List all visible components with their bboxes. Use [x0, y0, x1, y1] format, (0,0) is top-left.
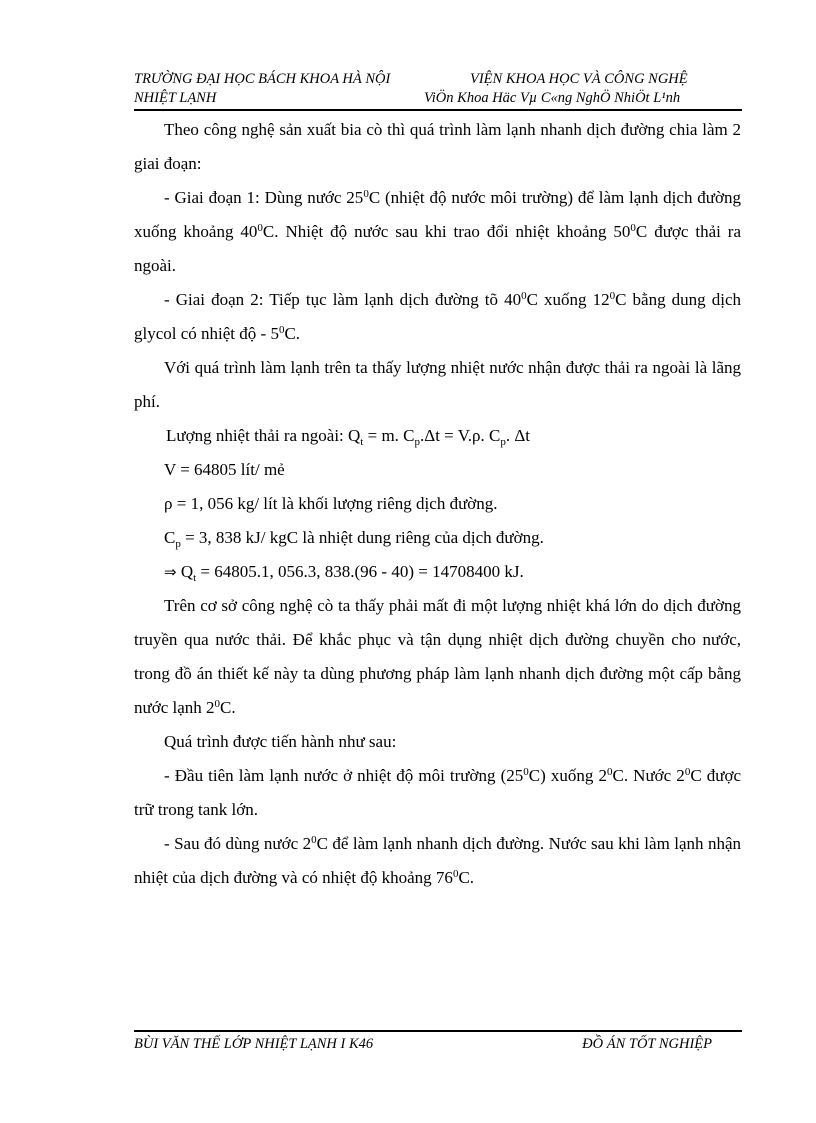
- header-department: NHIỆT LẠNH: [134, 90, 217, 106]
- paragraph-process-step-1: - Đầu tiên làm lạnh nước ở nhiệt độ môi trường $(25^0C)$ xuống $2^0C$. Nước $2^0C$ được trữ trong tank lớn.: [134, 766, 742, 819]
- footer-divider: [134, 1030, 742, 1032]
- formula-specific-heat: $C_p = 3$, 838 kJ/ kgC là nhiệt dung riêng của dịch đường.: [164, 528, 544, 550]
- page-footer: [134, 1035, 742, 1057]
- footer-author: BÙI VĂN THẾ LỚP NHIỆT LẠNH I K46: [134, 1036, 374, 1052]
- paragraph-intro: Theo công nghệ sản xuất bia cò thì quá trình làm lạnh nhanh dịch đường chia làm 2 giai đoạn:: [134, 120, 741, 173]
- paragraph-solution: Trên cơ sở công nghệ cò ta thấy phải mất đi một lượng nhiệt khá lớn do dịch đường truyền qua nước thải. Để khắc phục và tận dụng nhiệt dịch đường chuyền cho nước, trong đồ án thiết kế này ta dùng phương pháp làm lạnh nhanh dịch đường một cấp bằng nước lạnh $2^0C$.: [134, 596, 741, 717]
- paragraph-process-intro: Quá trình được tiến hành như sau:: [164, 732, 397, 751]
- page-header: [134, 70, 742, 110]
- formula-volume: V = 64805 lít/ mẻ: [164, 460, 285, 479]
- header-divider: [134, 109, 742, 111]
- implies-arrow-icon: ⇒: [164, 563, 177, 581]
- formula-density: ρ = 1, 056 kg/ lít là khối lượng riêng dịch đường.: [164, 494, 498, 513]
- paragraph-process-step-2: - Sau đó dùng nước $2^0C$ để làm lạnh nhanh dịch đường. Nước sau khi làm lạnh nhận nhiệt của dịch đường và có nhiệt độ khoảng $76^0C$.: [134, 834, 741, 887]
- paragraph-stage-1: - Giai đoạn 1: Dùng nước $25^0C$ (nhiệt độ nước môi trường) để làm lạnh dịch đường xuống khoảng $40^0C$. Nhiệt độ nước sau khi trao đổi nhiệt khoảng $50^0C$ được thải ra ngoài.: [134, 188, 742, 275]
- formula-heat: Lượng nhiệt thải ra ngoài: $Q_t = m$. $C_p.\Delta t = V.\rho$. $C_p$. Δt: [166, 426, 531, 448]
- formula-result: ⇒ $Q_t = 64805.1$, 056.3, 838.(96 - 40) = 14708400 kJ.: [164, 562, 524, 584]
- paragraph-waste: Với quá trình làm lạnh trên ta thấy lượng nhiệt nước nhận được thải ra ngoài là lãng phí.: [134, 358, 741, 411]
- paragraph-stage-2: - Giai đoạn 2: Tiếp tục làm lạnh dịch đường tõ $40^0C$ xuống $12^0C$ bằng dung dịch glycol có nhiệt độ - $5^0C$.: [134, 290, 742, 343]
- header-institute-encoded: ViÖn Khoa Häc Vµ C«ng NghÖ NhiÖt L¹nh: [424, 90, 681, 106]
- footer-title: ĐỒ ÁN TỐT NGHIỆP: [582, 1036, 712, 1052]
- header-institute: VIỆN KHOA HỌC VÀ CÔNG NGHỆ: [470, 71, 688, 87]
- header-university: TRƯỜNG ĐẠI HỌC BÁCH KHOA HÀ NỘI: [134, 71, 391, 87]
- body-text: [134, 113, 741, 895]
